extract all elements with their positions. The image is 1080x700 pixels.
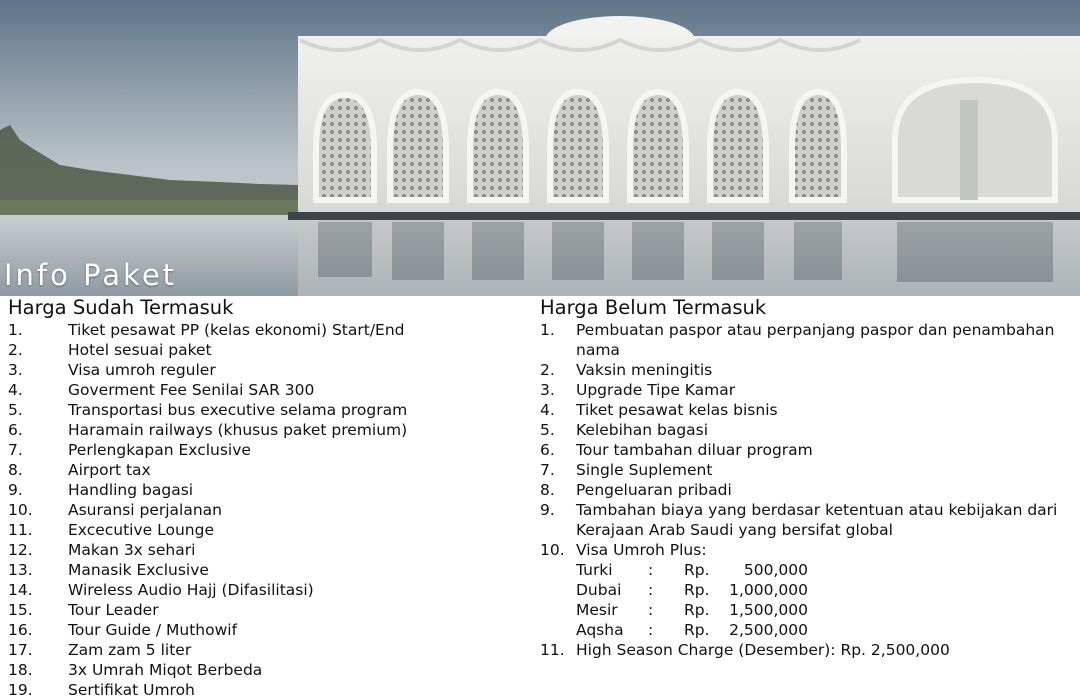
item-text: Goverment Fee Senilai SAR 300 <box>68 381 315 399</box>
mosque-reflection-image <box>0 0 1080 296</box>
page-title: Info Paket <box>4 258 178 292</box>
item-text: Excecutive Lounge <box>68 521 214 539</box>
list-item <box>8 480 528 500</box>
excluded-list <box>540 320 1075 660</box>
list-item <box>8 420 528 440</box>
list-item <box>8 540 528 560</box>
item-number: 2. <box>8 341 23 359</box>
list-item <box>8 500 528 520</box>
item-text: Wireless Audio Hajj (Difasilitasi) <box>68 581 314 599</box>
list-item <box>8 320 528 340</box>
list-item <box>540 360 1075 380</box>
item-number: 7. <box>540 461 555 479</box>
item-number: 16. <box>8 621 33 639</box>
item-number: 11. <box>8 521 33 539</box>
item-number: 8. <box>8 461 23 479</box>
item-number: 15. <box>8 601 33 619</box>
item-text: Asuransi perjalanan <box>68 501 223 519</box>
list-item <box>540 400 1075 420</box>
visa-currency: Rp. <box>684 561 710 579</box>
list-item <box>540 320 1075 360</box>
item-text: Transportasi bus executive selama program <box>68 401 408 419</box>
visa-row <box>576 560 1075 580</box>
item-text: Handling bagasi <box>68 481 194 499</box>
item-text: Sertifikat Umroh <box>68 681 195 699</box>
visa-colon: : <box>648 581 654 599</box>
item-number: 12. <box>8 541 33 559</box>
list-item <box>8 620 528 640</box>
item-number: 3. <box>540 381 555 399</box>
list-item <box>540 440 1075 460</box>
item-number: 11. <box>540 641 565 659</box>
hero-banner <box>0 0 1080 296</box>
item-number: 1. <box>8 321 23 339</box>
item-number: 17. <box>8 641 33 659</box>
item-text: Vaksin meningitis <box>576 361 713 379</box>
item-number: 10. <box>540 541 565 559</box>
visa-currency: Rp. <box>684 601 710 619</box>
list-item <box>8 520 528 540</box>
item-number: 14. <box>8 581 33 599</box>
item-number: 13. <box>8 561 33 579</box>
excluded-section <box>540 296 1075 660</box>
included-heading: Harga Sudah Termasuk <box>8 296 234 319</box>
item-text: Pembuatan paspor atau perpanjang paspor dan penambahan nama <box>576 321 1055 359</box>
included-list <box>8 320 528 700</box>
list-item <box>8 460 528 480</box>
list-item <box>8 560 528 580</box>
included-section <box>8 296 528 700</box>
item-number: 4. <box>540 401 555 419</box>
list-item <box>8 640 528 660</box>
item-number: 9. <box>540 501 555 519</box>
list-item <box>8 680 528 700</box>
visa-amount: 1,500,000 <box>729 601 808 619</box>
item-number: 6. <box>540 441 555 459</box>
visa-country: Aqsha <box>576 621 624 639</box>
item-text: Kelebihan bagasi <box>576 421 709 439</box>
list-item <box>540 380 1075 400</box>
item-text: Upgrade Tipe Kamar <box>576 381 736 399</box>
item-text: Tiket pesawat PP (kelas ekonomi) Start/End <box>68 321 405 339</box>
item-number: 3. <box>8 361 23 379</box>
item-text: Perlengkapan Exclusive <box>68 441 251 459</box>
item-text: Haramain railways (khusus paket premium) <box>68 421 408 439</box>
list-item <box>8 380 528 400</box>
list-item <box>8 340 528 360</box>
visa-row <box>576 600 1075 620</box>
item-number: 5. <box>540 421 555 439</box>
item-number: 8. <box>540 481 555 499</box>
item-number: 2. <box>540 361 555 379</box>
item-text: Makan 3x sehari <box>68 541 196 559</box>
item-text: Tour Leader <box>68 601 159 619</box>
visa-amount: 2,500,000 <box>729 621 808 639</box>
item-number: 10. <box>8 501 33 519</box>
list-item <box>540 460 1075 480</box>
visa-currency: Rp. <box>684 621 710 639</box>
item-number: 6. <box>8 421 23 439</box>
item-text: Single Suplement <box>576 461 713 479</box>
item-text: Airport tax <box>68 461 151 479</box>
item-number: 7. <box>8 441 23 459</box>
item-text: Tour Guide / Muthowif <box>68 621 238 639</box>
list-item <box>540 640 1075 660</box>
list-item <box>540 500 1075 540</box>
visa-country: Dubai <box>576 581 622 599</box>
list-item <box>8 360 528 380</box>
item-text: Tambahan biaya yang berdasar ketentuan atau kebijakan dari Kerajaan Arab Saudi yang bersifat global <box>576 501 1058 539</box>
visa-plus-table <box>576 560 1075 640</box>
list-item <box>8 580 528 600</box>
item-text: High Season Charge (Desember): Rp. 2,500,000 <box>576 641 950 659</box>
visa-colon: : <box>648 601 654 619</box>
item-number: 5. <box>8 401 23 419</box>
list-item <box>8 660 528 680</box>
list-item <box>540 480 1075 500</box>
visa-country: Mesir <box>576 601 618 619</box>
item-number: 4. <box>8 381 23 399</box>
visa-amount: 1,000,000 <box>729 581 808 599</box>
list-item <box>8 400 528 420</box>
item-text: Zam zam 5 liter <box>68 641 192 659</box>
item-text <box>576 540 1075 640</box>
visa-currency: Rp. <box>684 581 710 599</box>
item-number: 1. <box>540 321 555 339</box>
item-number: 19. <box>8 681 33 699</box>
item-text: Visa umroh reguler <box>68 361 216 379</box>
excluded-heading: Harga Belum Termasuk <box>540 296 767 319</box>
item-text: Hotel sesuai paket <box>68 341 212 359</box>
item-text: 3x Umrah Miqot Berbeda <box>68 661 263 679</box>
visa-colon: : <box>648 561 654 579</box>
visa-row <box>576 580 1075 600</box>
item-number: 9. <box>8 481 23 499</box>
visa-amount: 500,000 <box>743 561 808 579</box>
list-item <box>8 600 528 620</box>
visa-colon: : <box>648 621 654 639</box>
item-number: 18. <box>8 661 33 679</box>
list-item <box>8 440 528 460</box>
item-text: Pengeluaran pribadi <box>576 481 732 499</box>
item-text: Tiket pesawat kelas bisnis <box>576 401 778 419</box>
visa-row <box>576 620 1075 640</box>
item-text: Tour tambahan diluar program <box>576 441 813 459</box>
list-item <box>540 420 1075 440</box>
visa-plus-label: Visa Umroh Plus: <box>576 541 707 559</box>
visa-country: Turki <box>576 561 613 579</box>
item-text: Manasik Exclusive <box>68 561 209 579</box>
list-item <box>540 540 1075 640</box>
